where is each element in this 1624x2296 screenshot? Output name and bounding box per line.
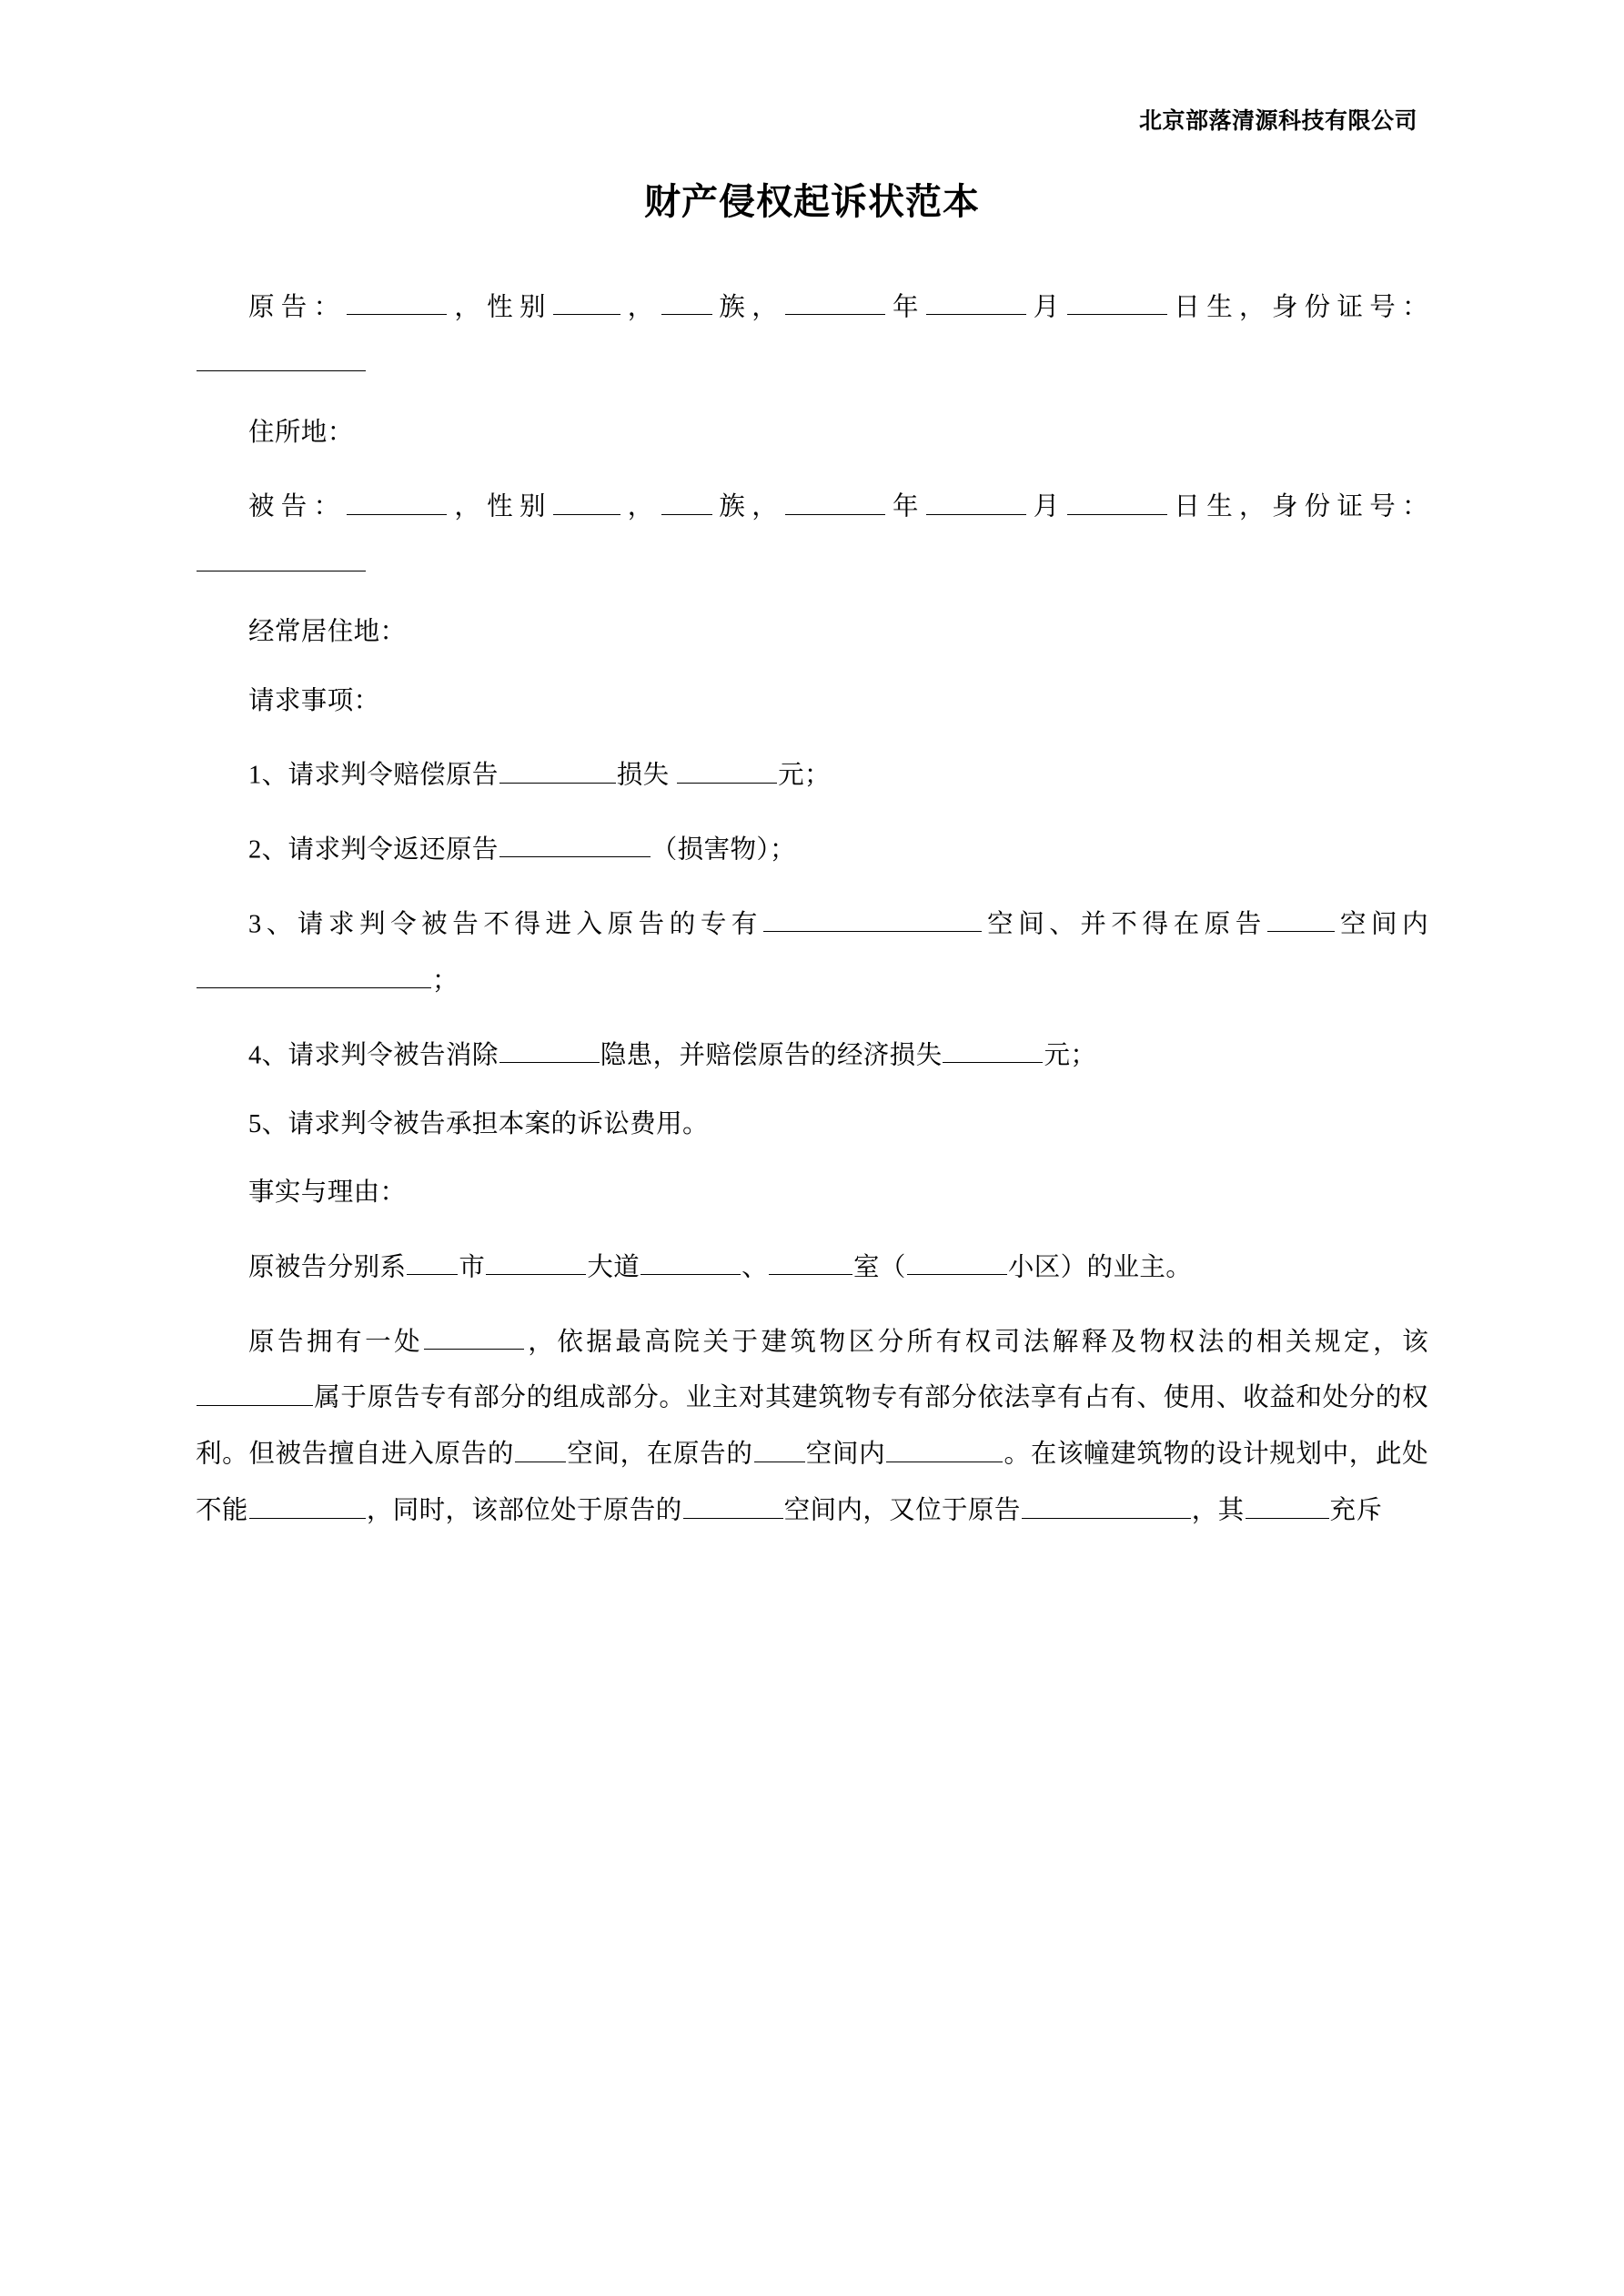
blank-defendant-day xyxy=(1067,476,1167,514)
claim-item-2 xyxy=(196,819,1428,875)
claim-1-prefix: 1、请求判令赔偿原告 xyxy=(248,761,499,790)
claim-2-prefix: 2、请求判令返还原告 xyxy=(248,835,499,865)
plaintiff-label: 原告： xyxy=(248,293,347,322)
blank-claim-2-a xyxy=(499,819,651,857)
blank-claim-4-b xyxy=(943,1025,1043,1063)
facts-2-s2: ，依据最高院关于建筑物区分所有权司法解释及物权法的相关规定，该 xyxy=(525,1327,1429,1356)
plaintiff-address-label: 住所地： xyxy=(248,418,354,447)
facts-paragraph-1 xyxy=(196,1237,1428,1293)
claim-3-suffix: 空间内 xyxy=(1335,910,1428,939)
claim-3-mid: 空间、并不得在原告 xyxy=(982,910,1266,939)
plaintiff-ethnicity-suffix: 族， xyxy=(712,293,785,322)
defendant-label: 被告： xyxy=(248,492,347,521)
blank-facts-2-b xyxy=(197,1367,313,1405)
blank-facts-2-h xyxy=(1022,1480,1191,1518)
facts-2-s8: 空间内，又位于原告 xyxy=(783,1496,1021,1525)
defendant-line xyxy=(196,476,1428,589)
defendant-ethnicity-suffix: 族， xyxy=(712,492,785,521)
facts-paragraph-2 xyxy=(196,1311,1428,1537)
claim-4-mid: 隐患，并赔偿原告的经济损失 xyxy=(600,1041,943,1069)
blank-facts-2-i xyxy=(1246,1480,1329,1518)
facts-2-s9: ，其 xyxy=(1191,1496,1245,1525)
blank-defendant-year xyxy=(785,476,885,514)
facts-heading: 事实与理由： xyxy=(248,1178,407,1208)
claim-3-tail: ； xyxy=(432,966,459,996)
plaintiff-line xyxy=(196,277,1428,389)
blank-facts-2-a xyxy=(424,1311,524,1350)
defendant-id-label: 号： xyxy=(1369,492,1429,521)
defendant-gender-label: ，性别 xyxy=(448,492,552,521)
facts-2-s1: 原告拥有一处 xyxy=(248,1327,424,1356)
blank-plaintiff-month xyxy=(926,277,1026,315)
facts-1-p1: 原被告分别系 xyxy=(248,1253,407,1281)
plaintiff-year-label: 年 xyxy=(886,293,925,322)
blank-claim-1-a xyxy=(499,744,616,783)
facts-2-s4: 空间，在原告的 xyxy=(567,1440,753,1469)
plaintiff-ethnicity-comma: ， xyxy=(620,293,661,322)
defendant-residence-line xyxy=(196,607,1428,658)
claim-4-suffix: 元； xyxy=(1044,1041,1097,1069)
blank-facts-2-g xyxy=(683,1480,783,1518)
residence-label: 经常居住地： xyxy=(248,618,407,647)
blank-plaintiff-gender xyxy=(553,277,620,315)
blank-defendant-id xyxy=(197,532,366,571)
claim-item-4 xyxy=(196,1025,1428,1081)
plaintiff-month-label: 月 xyxy=(1026,293,1066,322)
blank-plaintiff-year xyxy=(785,277,885,315)
blank-plaintiff-ethnicity xyxy=(661,277,712,315)
claim-1-mid: 损失 xyxy=(616,761,670,790)
plaintiff-birth-label: 日生，身份证 xyxy=(1167,293,1370,322)
defendant-birth-label: 日生，身份证 xyxy=(1167,492,1370,521)
blank-facts-2-c xyxy=(515,1423,566,1462)
blank-plaintiff-day xyxy=(1067,277,1167,315)
facts-2-s5: 空间内 xyxy=(805,1440,886,1469)
claim-4-prefix: 4、请求判令被告消除 xyxy=(248,1041,499,1069)
claims-heading: 请求事项： xyxy=(248,686,380,715)
facts-1-p2: 市 xyxy=(459,1253,486,1281)
blank-defendant-name xyxy=(347,476,447,514)
facts-1-p4: 、 xyxy=(741,1253,769,1281)
plaintiff-gender-label: ，性别 xyxy=(448,293,552,322)
blank-facts-1-b xyxy=(486,1237,586,1275)
claim-item-5 xyxy=(196,1099,1428,1150)
blank-facts-1-c xyxy=(641,1237,741,1275)
plaintiff-id-label: 号： xyxy=(1369,293,1429,322)
claim-2-mid: （损害物）； xyxy=(651,835,796,865)
blank-facts-1-e xyxy=(907,1237,1007,1275)
blank-plaintiff-name xyxy=(347,277,447,315)
facts-2-s10: 充斥 xyxy=(1329,1496,1383,1525)
claim-3-prefix: 3、请求判令被告不得进入原告的专有 xyxy=(248,910,762,939)
document-body xyxy=(196,277,1428,1536)
plaintiff-address-line xyxy=(196,408,1428,459)
blank-defendant-ethnicity xyxy=(661,476,712,514)
blank-facts-2-d xyxy=(754,1423,805,1462)
defendant-month-label: 月 xyxy=(1026,492,1066,521)
blank-claim-3-a xyxy=(763,894,982,932)
blank-claim-3-c xyxy=(197,950,431,988)
claim-item-1 xyxy=(196,744,1428,801)
claim-item-3 xyxy=(196,894,1428,1006)
blank-facts-1-a xyxy=(407,1237,458,1275)
blank-plaintiff-id xyxy=(197,333,366,371)
blank-facts-1-d xyxy=(769,1237,852,1275)
blank-claim-1-b xyxy=(677,744,777,783)
blank-claim-3-b xyxy=(1267,894,1335,932)
facts-1-p5: 室（ xyxy=(853,1253,906,1281)
facts-1-p3: 大道 xyxy=(587,1253,641,1281)
facts-1-p6: 小区）的业主。 xyxy=(1007,1253,1193,1281)
blank-defendant-gender xyxy=(553,476,620,514)
facts-2-s3: 属于原告专有部分的组成部分。业主对其建筑物专有部分依法享有占有、使用、收益和处分的权利。但被告擅自进入原告的 xyxy=(196,1383,1428,1469)
defendant-year-label: 年 xyxy=(886,492,925,521)
blank-claim-4-a xyxy=(499,1025,600,1063)
page-title: 财产侵权起诉状范本 xyxy=(644,181,980,223)
page-header-company: 北京部落清源科技有限公司 xyxy=(1138,107,1417,134)
claim-5-prefix: 5、请求判令被告承担本案的诉讼费用。 xyxy=(248,1109,709,1138)
blank-defendant-month xyxy=(926,476,1026,514)
defendant-ethnicity-comma: ， xyxy=(620,492,661,521)
facts-2-s6: 。在该幢建筑物的设计规划中，此处不能 xyxy=(196,1440,1428,1525)
claim-1-suffix: 元； xyxy=(778,761,831,790)
blank-facts-2-e xyxy=(886,1423,1003,1462)
blank-facts-2-f xyxy=(249,1480,366,1518)
facts-2-s7: ，同时，该部位处于原告的 xyxy=(366,1496,682,1525)
